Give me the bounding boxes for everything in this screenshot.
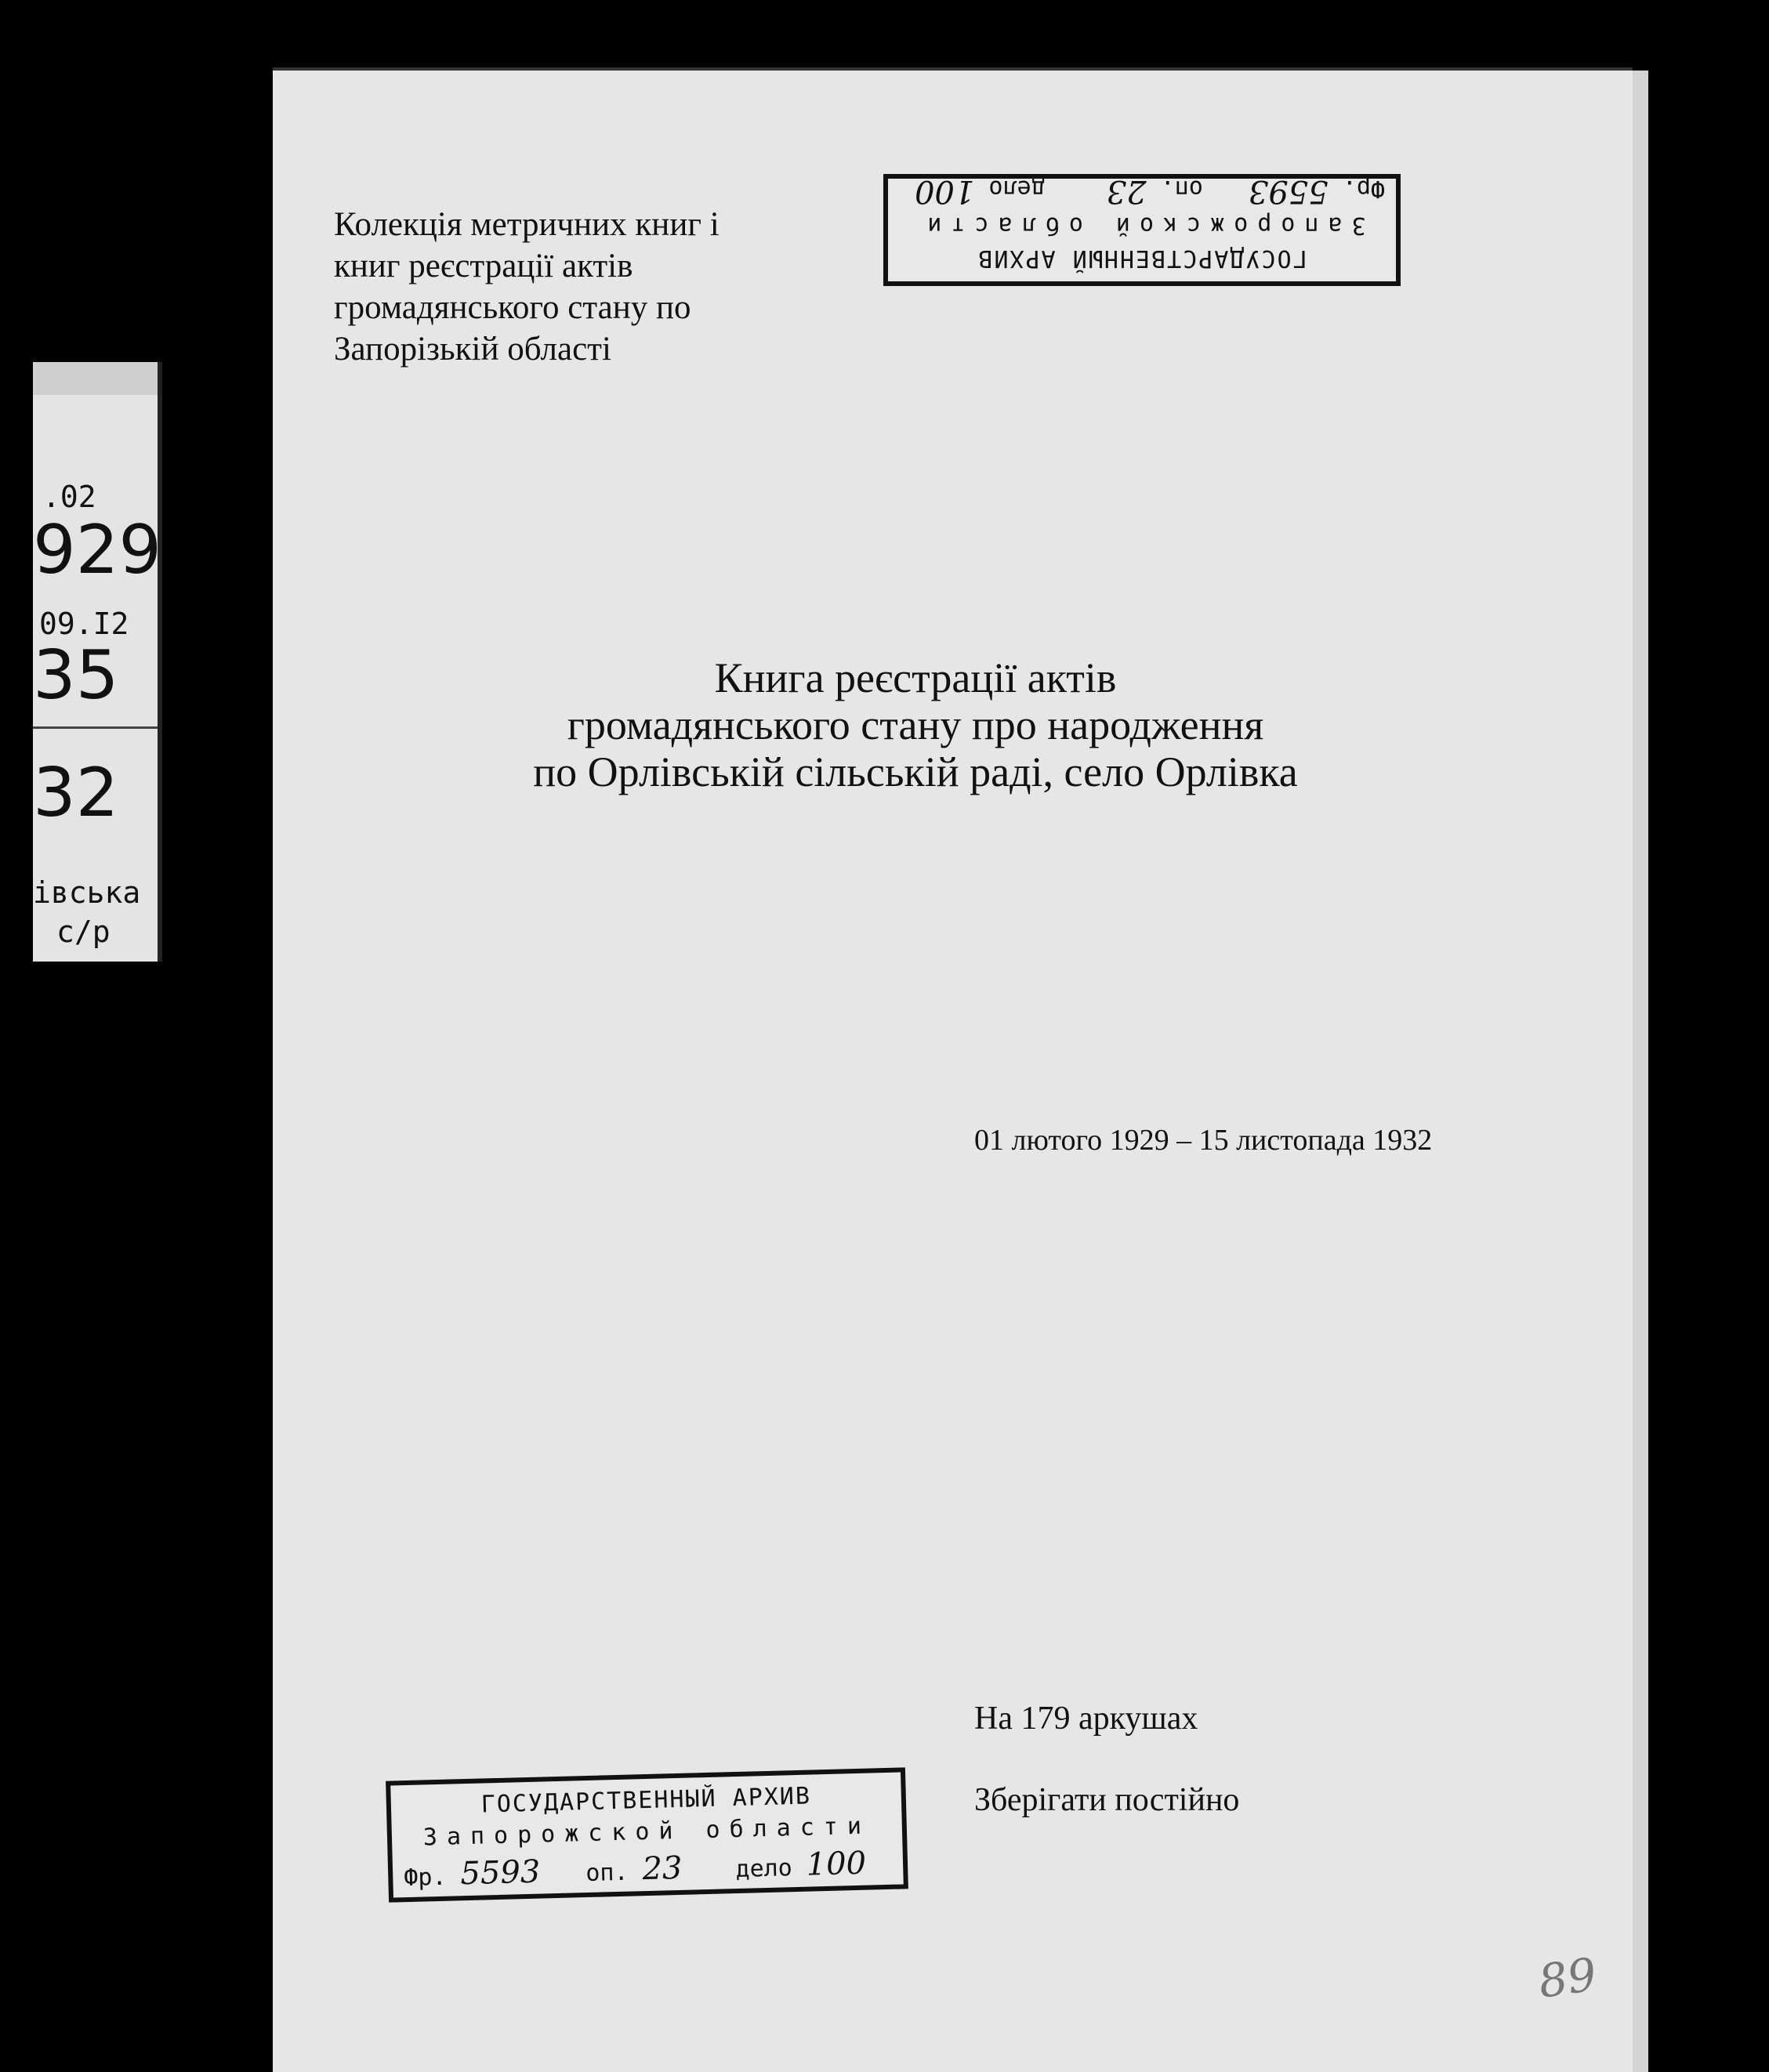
stamp-region: Запорожской области (422, 1812, 872, 1852)
spine-label-top-strip (33, 362, 158, 395)
archive-stamp-top (883, 174, 1401, 286)
title-line: громадянського стану про народження (567, 701, 1264, 748)
stamp-fond-value: 5593 (459, 1853, 541, 1893)
stamp-opis-value: 23 (641, 1849, 683, 1888)
title-line: Книга реєстрації актів (714, 654, 1117, 701)
stamp-title: ГОСУДАРСТВЕННЫЙ АРХИВ (480, 1782, 812, 1819)
collection-line: Запорізькій області (334, 331, 611, 368)
cover-page (273, 67, 1633, 2072)
stamp-opis-value: 23 (1106, 173, 1147, 209)
spine-line-1: .02 (42, 480, 96, 514)
spine-line-4: 35 (33, 636, 119, 715)
stamp-region: Запорожской области (918, 212, 1366, 239)
stamp-fond-value: 5593 (1248, 173, 1329, 209)
sheet-count: На 179 аркушах (974, 1701, 1198, 1737)
spine-line-7: с/р (56, 915, 111, 949)
collection-line: книг реєстрації актів (334, 248, 633, 284)
stamp-reference (915, 173, 1385, 209)
spine-line-2: 929 (33, 511, 162, 589)
spine-line-5: 32 (33, 754, 119, 832)
stamp-title: ГОСУДАРСТВЕННЫЙ АРХИВ (977, 245, 1307, 272)
stamp-delo-prefix: дело (735, 1854, 793, 1884)
stamp-opis-prefix: оп. (585, 1858, 629, 1888)
document-title (273, 654, 1558, 795)
spine-line-3: 09.I2 (39, 607, 129, 641)
page-number: 89 (1535, 1947, 1600, 2009)
date-range: 01 лютого 1929 – 15 листопада 1932 (974, 1124, 1433, 1157)
spine-label (33, 362, 162, 962)
archive-stamp-bottom (386, 1767, 908, 1902)
collection-line: Колекція метричних книг і (334, 206, 720, 243)
stamp-delo-value: 100 (915, 173, 975, 209)
spine-divider (33, 726, 158, 729)
stamp-delo-prefix: дело (988, 175, 1046, 202)
stamp-fond-prefix: Фр. (403, 1863, 447, 1893)
stamp-reference (404, 1846, 867, 1893)
stamp-fond-prefix: Фр. (1342, 175, 1385, 202)
collection-heading (334, 204, 720, 370)
title-line: по Орлівській сільській раді, село Орлівка (533, 748, 1298, 795)
retention-note: Зберігати постійно (974, 1782, 1240, 1818)
page-edge (1633, 71, 1648, 2072)
collection-line: громадянського стану по (334, 289, 691, 326)
spine-line-6: івська (33, 875, 141, 910)
stamp-delo-value: 100 (806, 1845, 867, 1883)
stamp-opis-prefix: оп. (1160, 175, 1203, 202)
